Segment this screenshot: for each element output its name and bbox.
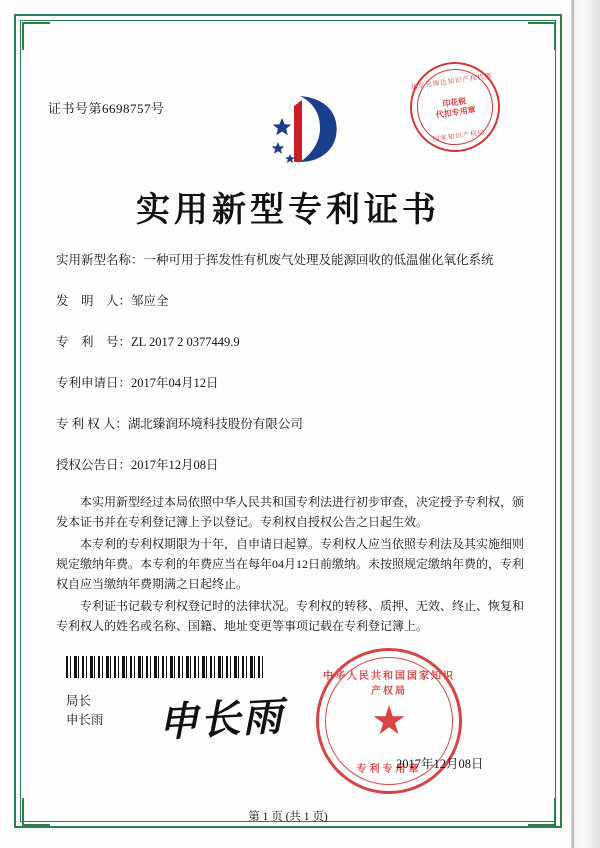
field-label: 专 利 权 人：	[56, 417, 128, 431]
director-title-label: 局长	[66, 694, 92, 708]
director-handwritten-signature: 申长雨	[157, 693, 286, 746]
legal-paragraph-3: 专利证书记载专利权登记时的法律状况。专利权的转移、质押、无效、终止、恢复和专利权人的姓名或名称、国籍、地址变更等事项记载在专利登记簿上。	[56, 599, 525, 633]
field-value: 湖北臻润环境科技股份有限公司	[127, 417, 303, 431]
field-value: 邹应全	[131, 294, 169, 308]
field-label: 实用新型名称：	[56, 253, 144, 267]
tax-stamp-top-text: 北京元瑞达知识产权代理	[410, 72, 493, 91]
director-name-label: 申长雨	[66, 713, 104, 727]
field-value: 一种可用于挥发性有机废气处理及能源回收的低温催化氧化系统	[143, 253, 494, 267]
national-patent-office-seal	[316, 648, 462, 794]
issue-date: 2017年12月08日	[396, 757, 484, 771]
barcode	[66, 656, 266, 678]
field-label: 授权公告日：	[56, 458, 132, 472]
tax-stamp-mid-text: 印花税 代扣专用章	[435, 96, 477, 120]
legal-paragraph-2: 本专利的专利权期限为十年，自申请日起算。专利权人应当依照专利法及其实施细则规定缴纳年费。本专利的年费应当在每年04月12日前缴纳。未按照规定缴纳年费的，专利权自应当缴纳年费期满之日起终止。	[56, 537, 525, 591]
star-icon: ★	[371, 698, 407, 743]
field-label: 专 利 号：	[56, 335, 132, 349]
page-fold-shadow	[571, 0, 600, 848]
field-row-application-date	[56, 375, 522, 392]
legal-body-text	[56, 492, 524, 638]
field-label: 发 明 人：	[56, 294, 132, 308]
national-seal-arc-text: 中华人民共和国国家知识产权局	[323, 671, 455, 697]
field-value: 2017年04月12日	[131, 376, 219, 390]
signature-labels	[66, 692, 104, 730]
legal-paragraph-1: 本实用新型经过本局依照中华人民共和国专利法进行初步审查，决定授予专利权，颁发本证书并在专利登记簿上予以登记。专利权自授权公告之日起生效。	[56, 495, 525, 529]
certificate-content	[38, 40, 538, 823]
tax-stamp-seal	[404, 56, 506, 158]
certificate-number: 证书号第6698757号	[48, 101, 165, 116]
field-value: 2017年12月08日	[131, 458, 219, 472]
field-label: 专利申请日：	[56, 376, 132, 390]
national-seal-bottom-text: 专利专用章	[356, 764, 422, 775]
page-title: 实用新型专利证书	[136, 192, 440, 229]
tax-stamp-bottom-text: 国家知识产权局	[432, 129, 486, 144]
field-row-patentee	[56, 416, 522, 433]
field-value: ZL 2017 2 0377449.9	[131, 335, 240, 349]
patent-office-logo-icon	[256, 92, 344, 166]
page-footer: 第 1 页 (共 1 页)	[248, 811, 328, 823]
field-row-patent-number	[56, 334, 522, 351]
field-row-name	[56, 252, 522, 269]
field-list	[56, 252, 522, 498]
field-row-grant-date	[56, 457, 522, 474]
field-row-inventor	[56, 293, 522, 310]
